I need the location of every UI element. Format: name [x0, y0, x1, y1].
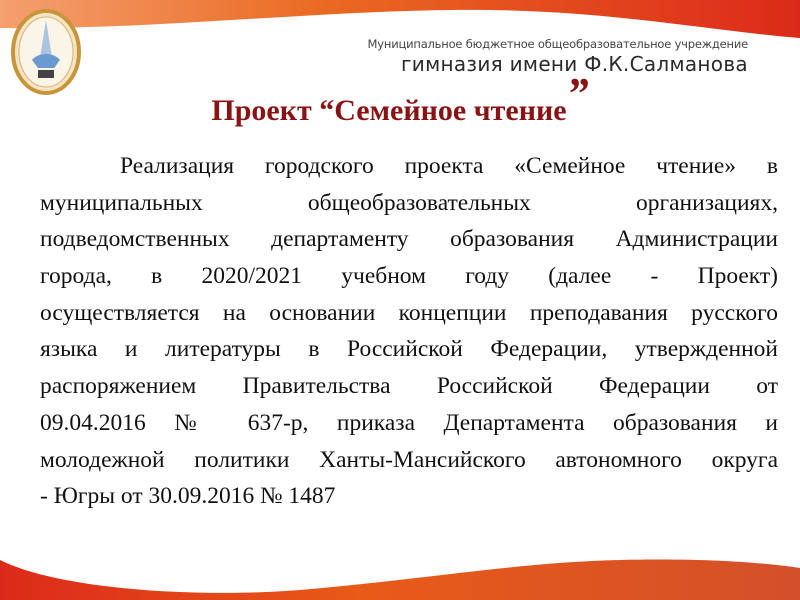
body-line: молодежной политики Ханты-Мансийского автономного округа	[40, 446, 778, 473]
body-line: - Югры от 30.09.2016 № 1487	[40, 483, 336, 510]
top-decorative-wave	[0, 0, 800, 60]
body-line: муниципальных общеобразовательных организациях,	[40, 189, 778, 216]
slide-title-text: Проект “Семейное чтение	[211, 94, 567, 127]
body-line: подведомственных департаменту образования Администрации	[40, 226, 778, 253]
body-line: 09.04.2016 № 637-р, приказа Департамента образования и	[40, 409, 778, 436]
body-line: Реализация городского проекта «Семейное чтение» в	[120, 153, 778, 179]
body-line: осуществляется на основании концепции преподавания русского	[40, 299, 778, 326]
institution-name: гимназия имени Ф.К.Салманова	[400, 52, 748, 76]
bottom-decorative-wave	[0, 550, 800, 600]
body-line: распоряжением Правительства Российской Федерации от	[40, 373, 778, 400]
institution-subtitle: Муниципальное бюджетное общеобразовательное учреждение	[367, 37, 748, 51]
slide-title	[0, 69, 800, 131]
body-line: языка и литературы в Российской Федерации, утвержденной	[40, 336, 778, 363]
body-line: города, в 2020/2021 учебном году (далее - Проект)	[40, 263, 778, 290]
closing-quote: ”	[566, 69, 589, 118]
body-paragraph	[40, 148, 778, 515]
